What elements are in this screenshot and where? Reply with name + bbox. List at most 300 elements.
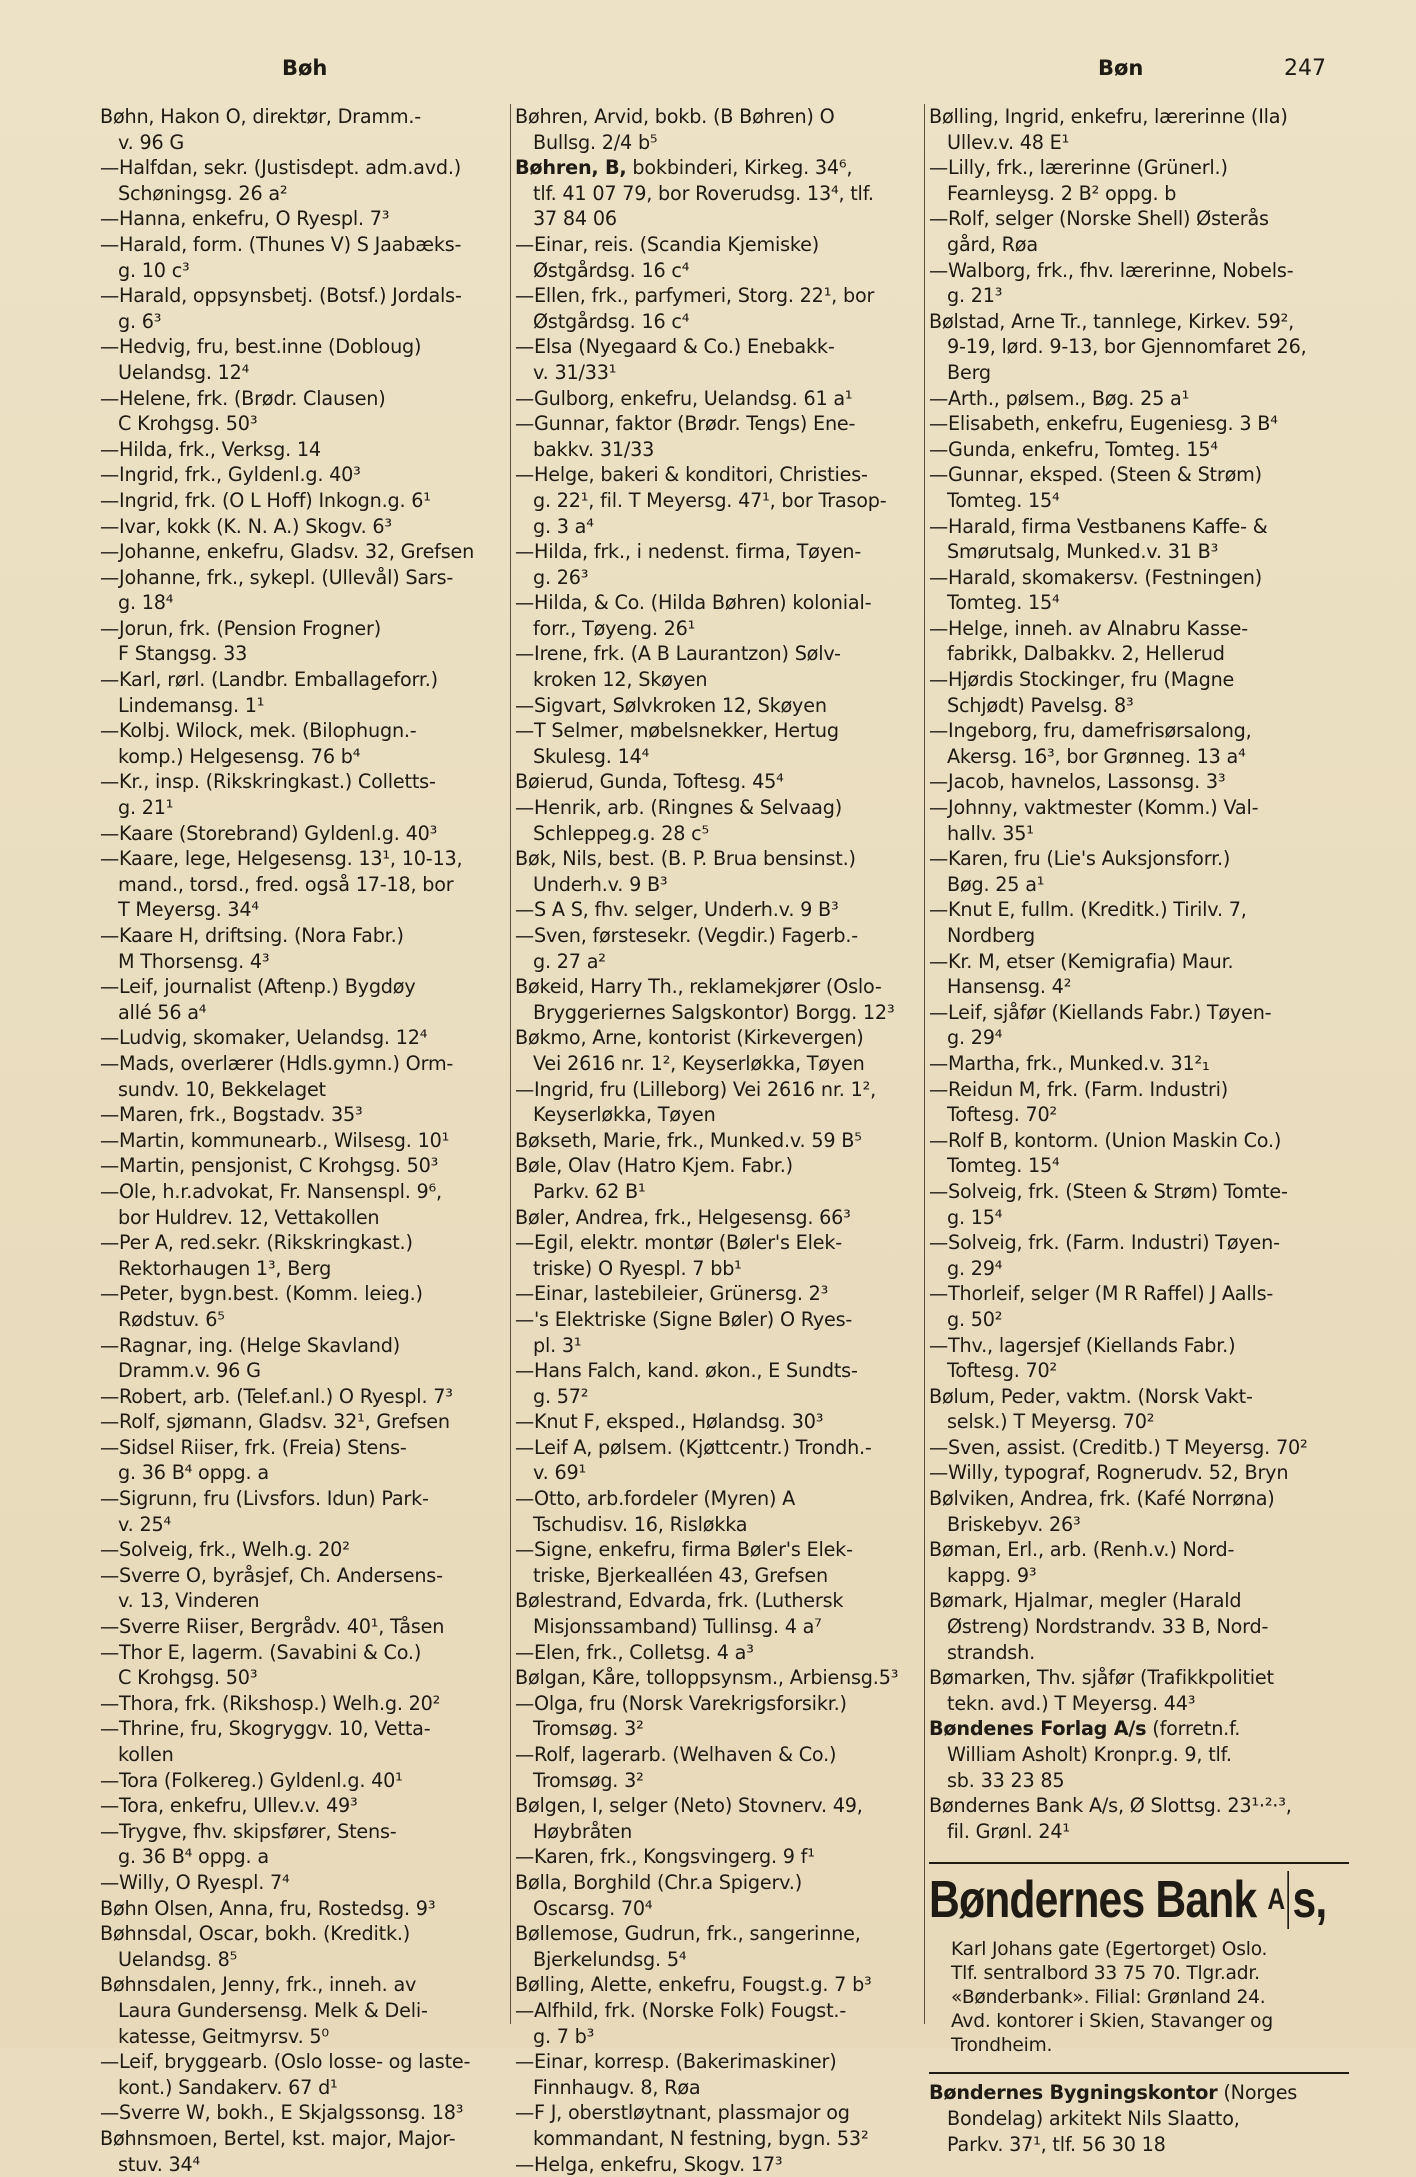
directory-entry: [929, 258, 1349, 309]
entry-continuation: Bjerkelundsg. 5⁴: [515, 1947, 925, 1973]
entry-line: —Sigrunn, fru (Livsfors. Idun) Park-: [100, 1486, 510, 1512]
entry-continuation: g. 36 B⁴ oppg. a: [100, 1844, 510, 1870]
ad-bottom-rule: [929, 2072, 1349, 2074]
column-2: [515, 104, 925, 2177]
bygningskontor-name: Bøndernes Bygningskontor: [929, 2081, 1217, 2104]
entry-line: Bøhnsmoen, Bertel, kst. major, Major-: [100, 2126, 510, 2152]
entry-line: —Ludvig, skomaker, Uelandsg. 12⁴: [100, 1025, 510, 1051]
bygningskontor-entry: [929, 2080, 1349, 2157]
entry-line: —Leif A, pølsem. (Kjøttcentr.) Trondh.-: [515, 1435, 925, 1461]
directory-entry: [100, 514, 510, 540]
entry-line: —Thrine, fru, Skogryggv. 10, Vetta-: [100, 1716, 510, 1742]
directory-entry: [929, 1435, 1349, 1461]
entry-continuation: g. 3 a⁴: [515, 514, 925, 540]
entry-line: Bølestrand, Edvarda, frk. (Luthersk: [515, 1588, 925, 1614]
directory-entry: [515, 386, 925, 412]
entry-continuation: T Meyersg. 34⁴: [100, 897, 510, 923]
bygningskontor-line: Parkv. 37¹, tlf. 56 30 18: [947, 2132, 1349, 2158]
page-number: 247: [1284, 56, 1326, 81]
entry-line: —Helge, bakeri & konditori, Christies-: [515, 462, 925, 488]
entry-line: —Tora (Folkereg.) Gyldenl.g. 40¹: [100, 1768, 510, 1794]
column-3: [929, 104, 1349, 2157]
entry-continuation: g. 6³: [100, 309, 510, 335]
directory-entry: [515, 411, 925, 462]
directory-entry: [100, 1025, 510, 1051]
entry-continuation: bakkv. 31/33: [515, 437, 925, 463]
ad-line: Trondheim.: [951, 2034, 1349, 2058]
directory-entry: [929, 949, 1349, 1000]
entry-line: —Hans Falch, kand. økon., E Sundts-: [515, 1358, 925, 1384]
entry-line: —Johnny, vaktmester (Komm.) Val-: [929, 795, 1349, 821]
entry-line: —Helene, frk. (Brødr. Clausen): [100, 386, 510, 412]
entry-continuation: strandsh.: [929, 1640, 1349, 1666]
entry-line: —Knut E, fullm. (Kreditk.) Tirilv. 7,: [929, 897, 1349, 923]
directory-entry: [929, 616, 1349, 667]
entry-continuation: selsk.) T Meyersg. 70²: [929, 1409, 1349, 1435]
running-head-center: Bøn: [1098, 56, 1143, 80]
entry-line: Bøkeid, Harry Th., reklamekjører (Oslo-: [515, 974, 925, 1000]
entry-continuation: g. 10 c³: [100, 258, 510, 284]
entry-continuation: Berg: [929, 360, 1349, 386]
directory-entry: [515, 718, 925, 769]
entry-continuation: Schøningsg. 26 a²: [100, 181, 510, 207]
directory-entry: [515, 1998, 925, 2049]
entry-line: Bøkmo, Arne, kontorist (Kirkevergen): [515, 1025, 925, 1051]
directory-entry: [929, 1460, 1349, 1486]
directory-entry: [929, 897, 1349, 948]
directory-entry: [100, 334, 510, 385]
directory-entry: [100, 1051, 510, 1102]
entry-line: —Kaare H, driftsing. (Nora Fabr.): [100, 923, 510, 949]
entry-continuation: mand., torsd., fred. også 17-18, bor: [100, 872, 510, 898]
entry-line: Bøierud, Gunda, Toftesg. 45⁴: [515, 769, 925, 795]
entry-line: Bøhnsdal, Oscar, bokh. (Kreditk.): [100, 1921, 510, 1947]
entry-line: —Halfdan, sekr. (Justisdept. adm.avd.): [100, 155, 510, 181]
entry-continuation: g. 18⁴: [100, 590, 510, 616]
entry-line: —Gunnar, eksped. (Steen & Strøm): [929, 462, 1349, 488]
entry-line: —Gunnar, faktor (Brødr. Tengs) Ene-: [515, 411, 925, 437]
ad-line: «Bønderbank». Filial: Grønland 24.: [951, 1986, 1349, 2010]
directory-entry: [929, 667, 1349, 718]
entry-line: Bølgen, I, selger (Neto) Stovnerv. 49,: [515, 1793, 925, 1819]
entry-continuation: sundv. 10, Bekkelaget: [100, 1077, 510, 1103]
entry-continuation: Keyserløkka, Tøyen: [515, 1102, 925, 1128]
entry-continuation: Tromsøg. 3²: [515, 1768, 925, 1794]
directory-entry: [515, 1153, 925, 1204]
entry-continuation: Bullsg. 2/4 b⁵: [515, 130, 925, 156]
entry-continuation: v. 69¹: [515, 1460, 925, 1486]
ad-title-sup: A: [1267, 1883, 1284, 1916]
entry-line: —Hjørdis Stockinger, fru (Magne: [929, 667, 1349, 693]
entry-continuation: Østreng) Nordstrandv. 33 B, Nord-: [929, 1614, 1349, 1640]
entry-line: —Hilda, & Co. (Hilda Bøhren) kolonial-: [515, 590, 925, 616]
entry-line: —Ingeborg, fru, damefrisørsalong,: [929, 718, 1349, 744]
entry-line: —Sven, førstesekr. (Vegdir.) Fagerb.-: [515, 923, 925, 949]
entry-continuation: g. 29⁴: [929, 1256, 1349, 1282]
entry-continuation: sb. 33 23 85: [929, 1768, 1349, 1794]
directory-entry: [100, 974, 510, 1025]
directory-entry: [515, 1844, 925, 1870]
directory-entry: [515, 641, 925, 692]
directory-entry: [515, 1281, 925, 1307]
directory-entry: [929, 795, 1349, 846]
running-head-left: Bøh: [282, 56, 327, 80]
entry-line: —Jorun, frk. (Pension Frogner): [100, 616, 510, 642]
entry-continuation: v. 13, Vinderen: [100, 1588, 510, 1614]
directory-entry: [929, 104, 1349, 155]
entry-line: —F J, oberstløytnant, plassmajor og: [515, 2100, 925, 2126]
entry-continuation: C Krohgsg. 50³: [100, 1665, 510, 1691]
directory-entry: [515, 1742, 925, 1793]
entry-continuation: v. 25⁴: [100, 1512, 510, 1538]
directory-entry: [929, 1333, 1349, 1384]
directory-entry: [100, 1640, 510, 1691]
directory-entry: [100, 667, 510, 718]
directory-entry: [100, 206, 510, 232]
entry-line: Bøndenes Forlag A/s (forretn.f.: [929, 1716, 1349, 1742]
entry-continuation: bor Huldrev. 12, Vettakollen: [100, 1205, 510, 1231]
entry-line: Bøler, Andrea, frk., Helgesensg. 66³: [515, 1205, 925, 1231]
directory-entry: [100, 437, 510, 463]
directory-entry: [515, 1358, 925, 1409]
entry-continuation: Parkv. 62 B¹: [515, 1179, 925, 1205]
entry-continuation: Toftesg. 70²: [929, 1358, 1349, 1384]
entry-continuation: 37 84 06: [515, 206, 925, 232]
directory-entry: [100, 539, 510, 565]
directory-entry: [100, 1281, 510, 1332]
entry-continuation: Østgårdsg. 16 c⁴: [515, 258, 925, 284]
entry-line: —Ingrid, frk. (O L Hoff) Inkogn.g. 6¹: [100, 488, 510, 514]
entry-continuation: v. 31/33¹: [515, 360, 925, 386]
directory-entry: [100, 1921, 510, 1972]
entry-line: —Leif, sjåfør (Kiellands Fabr.) Tøyen-: [929, 1000, 1349, 1026]
entry-line: —Rolf, lagerarb. (Welhaven & Co.): [515, 1742, 925, 1768]
entry-line: Bøman, Erl., arb. (Renh.v.) Nord-: [929, 1537, 1349, 1563]
entry-continuation: C Krohgsg. 50³: [100, 411, 510, 437]
entry-continuation: Høybråten: [515, 1819, 925, 1845]
directory-entry: [929, 846, 1349, 897]
entry-line: —Hilda, frk., i nedenst. firma, Tøyen-: [515, 539, 925, 565]
bank-advertisement: [929, 1864, 1349, 2157]
entry-line: —Walborg, frk., fhv. lærerinne, Nobels-: [929, 258, 1349, 284]
entry-line: —Otto, arb.fordeler (Myren) A: [515, 1486, 925, 1512]
entry-line: —Elsa (Nyegaard & Co.) Enebakk-: [515, 334, 925, 360]
entry-continuation: Hansensg. 4²: [929, 974, 1349, 1000]
entry-continuation: Finnhaugv. 8, Røa: [515, 2075, 925, 2101]
directory-entry: [929, 1384, 1349, 1435]
directory-entry: [515, 846, 925, 897]
entry-continuation: v. 96 G: [100, 130, 510, 156]
entry-line: —Harald, form. (Thunes V) S Jaabæks-: [100, 232, 510, 258]
entry-line: —Thv., lagersjef (Kiellands Fabr.): [929, 1333, 1349, 1359]
directory-entry: [100, 2126, 510, 2177]
entry-continuation: Underh.v. 9 B³: [515, 872, 925, 898]
entry-line: —Einar, lastebileier, Grünersg. 2³: [515, 1281, 925, 1307]
entry-line: —Helge, inneh. av Alnabru Kasse-: [929, 616, 1349, 642]
entry-continuation: g. 22¹, fil. T Meyersg. 47¹, bor Trasop-: [515, 488, 925, 514]
entry-line: —Peter, bygn.best. (Komm. leieg.): [100, 1281, 510, 1307]
directory-entry: [929, 1077, 1349, 1128]
directory-entry: [100, 1793, 510, 1819]
entry-line: Bølgan, Kåre, tolloppsynsm., Arbiensg.5³: [515, 1665, 925, 1691]
directory-entry: [929, 1537, 1349, 1588]
entry-line: —Tora, enkefru, Ullev.v. 49³: [100, 1793, 510, 1819]
entry-line: —Jacob, havnelos, Lassonsg. 3³: [929, 769, 1349, 795]
entry-continuation: Briskebyv. 26³: [929, 1512, 1349, 1538]
directory-entry: [515, 1486, 925, 1537]
column-1: [100, 104, 510, 2177]
entry-continuation: Schleppeg.g. 28 c⁵: [515, 821, 925, 847]
directory-entry: [100, 2049, 510, 2100]
directory-entry: [100, 718, 510, 769]
directory-entry: [100, 1614, 510, 1640]
entry-continuation: g. 29⁴: [929, 1025, 1349, 1051]
directory-entry: [515, 1025, 925, 1076]
directory-entry: [100, 769, 510, 820]
directory-entry: [100, 923, 510, 974]
entry-line: Bølla, Borghild (Chr.a Spigerv.): [515, 1870, 925, 1896]
directory-entry: [515, 897, 925, 923]
directory-entry: [515, 1435, 925, 1486]
entry-line: Bøhren, B, bokbinderi, Kirkeg. 34⁶,: [515, 155, 925, 181]
entry-line: —'s Elektriske (Signe Bøler) O Ryes-: [515, 1307, 925, 1333]
entry-line: Bølstad, Arne Tr., tannlege, Kirkev. 59²,: [929, 309, 1349, 335]
directory-entry: [515, 462, 925, 539]
entry-continuation: Misjonssamband) Tullinsg. 4 a⁷: [515, 1614, 925, 1640]
directory-entry: [515, 974, 925, 1025]
directory-entry: [929, 1486, 1349, 1537]
entry-continuation: Tromsøg. 3²: [515, 1716, 925, 1742]
directory-entry: [100, 1179, 510, 1230]
directory-entry: [929, 437, 1349, 463]
ad-body: [929, 1938, 1349, 2058]
entry-continuation: allé 56 a⁴: [100, 1000, 510, 1026]
entry-line: Bøhnsdalen, Jenny, frk., inneh. av: [100, 1972, 510, 1998]
entry-line: Bøk, Nils, best. (B. P. Brua bensinst.): [515, 846, 925, 872]
entry-continuation: stuv. 34⁴: [100, 2152, 510, 2177]
entry-continuation: hallv. 35¹: [929, 821, 1349, 847]
entry-line: —Willy, typograf, Rognerudv. 52, Bryn: [929, 1460, 1349, 1486]
directory-entry: [100, 1230, 510, 1281]
directory-entry: [929, 1051, 1349, 1077]
entry-continuation: Schjødt) Pavelsg. 8³: [929, 693, 1349, 719]
entry-continuation: Uelandsg. 8⁵: [100, 1947, 510, 1973]
entry-continuation: M Thorsensg. 4³: [100, 949, 510, 975]
entry-line: —Ragnar, ing. (Helge Skavland): [100, 1333, 510, 1359]
entry-line: —Solveig, frk. (Farm. Industri) Tøyen-: [929, 1230, 1349, 1256]
entry-continuation: g. 21¹: [100, 795, 510, 821]
entry-line: —Ole, h.r.advokat, Fr. Nansenspl. 9⁶,: [100, 1179, 510, 1205]
directory-entry: [100, 1153, 510, 1179]
entry-line: Bøhren, Arvid, bokb. (B Bøhren) O: [515, 104, 925, 130]
entry-line: —Johanne, enkefru, Gladsv. 32, Grefsen: [100, 539, 510, 565]
entry-line: —Signe, enkefru, firma Bøler's Elek-: [515, 1537, 925, 1563]
entry-line: —Hedvig, fru, best.inne (Dobloug): [100, 334, 510, 360]
entry-line: —Harald, skomakersv. (Festningen): [929, 565, 1349, 591]
directory-entry: [515, 1409, 925, 1435]
directory-entry: [100, 1819, 510, 1870]
directory-entry: [929, 411, 1349, 437]
directory-entry: [515, 1205, 925, 1231]
entry-line: —Kr., insp. (Rikskringkast.) Colletts-: [100, 769, 510, 795]
directory-entry: [929, 309, 1349, 386]
directory-entry: [929, 155, 1349, 206]
entry-line: —Martin, kommunearb., Wilsesg. 10¹: [100, 1128, 510, 1154]
directory-entry: [929, 206, 1349, 257]
directory-entry: [100, 1128, 510, 1154]
entry-continuation: kont.) Sandakerv. 67 d¹: [100, 2075, 510, 2101]
entry-line: —Maren, frk., Bogstadv. 35³: [100, 1102, 510, 1128]
bygningskontor-line: Bondelag) arkitekt Nils Slaatto,: [947, 2106, 1349, 2132]
entry-line: —Leif, bryggearb. (Oslo losse- og laste-: [100, 2049, 510, 2075]
directory-entry: [515, 2049, 925, 2100]
entry-continuation: Uelandsg. 12⁴: [100, 360, 510, 386]
directory-entry: [100, 1333, 510, 1384]
entry-continuation: Toftesg. 70²: [929, 1102, 1349, 1128]
directory-entry: [100, 155, 510, 206]
directory-entry: [100, 2100, 510, 2126]
bygningskontor-line: (Norges: [1223, 2081, 1297, 2104]
firm-name: Bøhren, B,: [515, 156, 627, 179]
directory-entry: [100, 104, 510, 155]
entry-line: —Kaare, lege, Helgesensg. 13¹, 10-13,: [100, 846, 510, 872]
directory-entry: [929, 386, 1349, 412]
entry-line: —Ellen, frk., parfymeri, Storg. 22¹, bor: [515, 283, 925, 309]
directory-entry: [929, 462, 1349, 513]
entry-line: —Martha, frk., Munked.v. 31²₁: [929, 1051, 1349, 1077]
directory-entry: [100, 1409, 510, 1435]
directory-entry: [100, 1563, 510, 1614]
entry-line: —Rolf B, kontorm. (Union Maskin Co.): [929, 1128, 1349, 1154]
entry-continuation: William Asholt) Kronpr.g. 9, tlf.: [929, 1742, 1349, 1768]
entry-line: —T Selmer, møbelsnekker, Hertug: [515, 718, 925, 744]
directory-entry: [100, 283, 510, 334]
directory-entry: [515, 1870, 925, 1921]
entry-line: —Leif, journalist (Aftenp.) Bygdøy: [100, 974, 510, 1000]
directory-entry: [515, 155, 925, 232]
directory-entry: [100, 488, 510, 514]
entry-line: —Sverre O, byråsjef, Ch. Andersens-: [100, 1563, 510, 1589]
entry-continuation: g. 27 a²: [515, 949, 925, 975]
entry-line: —Sven, assist. (Creditb.) T Meyersg. 70²: [929, 1435, 1349, 1461]
entry-line: —Sigvart, Sølvkroken 12, Skøyen: [515, 693, 925, 719]
directory-entry: [515, 769, 925, 795]
directory-entry: [100, 1896, 510, 1922]
directory-entry: [515, 2152, 925, 2177]
entry-continuation: tekn. avd.) T Meyersg. 44³: [929, 1691, 1349, 1717]
entry-line: Bølling, Ingrid, enkefru, lærerinne (Ila): [929, 104, 1349, 130]
entry-line: —Robert, arb. (Telef.anl.) O Ryespl. 7³: [100, 1384, 510, 1410]
ad-title-tail: s,: [1293, 1871, 1327, 1929]
directory-entry: [515, 232, 925, 283]
entry-line: —Rolf, sjømann, Gladsv. 32¹, Grefsen: [100, 1409, 510, 1435]
firm-name: Bøndenes Forlag A/s: [929, 1717, 1146, 1740]
entry-line: —Sverre Riiser, Bergrådv. 40¹, Tåsen: [100, 1614, 510, 1640]
entry-line: —Thor E, lagerm. (Savabini & Co.): [100, 1640, 510, 1666]
entry-continuation: Vei 2616 nr. 1², Keyserløkka, Tøyen: [515, 1051, 925, 1077]
directory-entry: [515, 1921, 925, 1972]
directory-entry: [515, 1128, 925, 1154]
entry-line: —Lilly, frk., lærerinne (Grünerl.): [929, 155, 1349, 181]
directory-entry: [515, 104, 925, 155]
entry-line: —Olga, fru (Norsk Varekrigsforsikr.): [515, 1691, 925, 1717]
directory-entry: [100, 1102, 510, 1128]
entry-continuation: Lindemansg. 1¹: [100, 693, 510, 719]
entry-continuation: Oscarsg. 70⁴: [515, 1896, 925, 1922]
directory-entry: [929, 1128, 1349, 1179]
directory-entry: [929, 718, 1349, 769]
entry-line: Bøhn Olsen, Anna, fru, Rostedsg. 9³: [100, 1896, 510, 1922]
directory-entry: [100, 1537, 510, 1563]
directory-entry: [929, 1281, 1349, 1332]
ad-line: Avd. kontorer i Skien, Stavanger og: [951, 2010, 1349, 2034]
entry-continuation: Akersg. 16³, bor Grønneg. 13 a⁴: [929, 744, 1349, 770]
entry-continuation: Smørutsalg, Munked.v. 31 B³: [929, 539, 1349, 565]
entry-line: —Einar, korresp. (Bakerimaskiner): [515, 2049, 925, 2075]
entry-line: Bømarken, Thv. sjåfør (Trafikkpolitiet: [929, 1665, 1349, 1691]
entry-continuation: Tschudisv. 16, Risløkka: [515, 1512, 925, 1538]
entry-line: —Harald, firma Vestbanens Kaffe- &: [929, 514, 1349, 540]
entry-line: —Martin, pensjonist, C Krohgsg. 50³: [100, 1153, 510, 1179]
entry-line: —Ingrid, fru (Lilleborg) Vei 2616 nr. 1²,: [515, 1077, 925, 1103]
entry-line: —Alfhild, frk. (Norske Folk) Fougst.-: [515, 1998, 925, 2024]
entry-continuation: forr., Tøyeng. 26¹: [515, 616, 925, 642]
entry-continuation: Rødstuv. 6⁵: [100, 1307, 510, 1333]
entry-continuation: g. 26³: [515, 565, 925, 591]
entry-line: Bøkseth, Marie, frk., Munked.v. 59 B⁵: [515, 1128, 925, 1154]
entry-line: Bølviken, Andrea, frk. (Kafé Norrøna): [929, 1486, 1349, 1512]
entry-continuation: F Stangsg. 33: [100, 641, 510, 667]
entry-continuation: Ullev.v. 48 E¹: [929, 130, 1349, 156]
entry-line: —Trygve, fhv. skipsfører, Stens-: [100, 1819, 510, 1845]
entry-line: —Harald, oppsynsbetj. (Botsf.) Jordals-: [100, 283, 510, 309]
entry-line: —Kr. M, etser (Kemigrafia) Maur.: [929, 949, 1349, 975]
entry-line: —Sverre W, bokh., E Skjalgssonsg. 18³: [100, 2100, 510, 2126]
entry-line: —Gunda, enkefru, Tomteg. 15⁴: [929, 437, 1349, 463]
entry-continuation: Østgårdsg. 16 c⁴: [515, 309, 925, 335]
ad-title-text: Bøndernes Bank: [929, 1871, 1256, 1929]
directory-entry: [515, 1691, 925, 1742]
entry-line: —Thora, frk. (Rikshosp.) Welh.g. 20²: [100, 1691, 510, 1717]
entry-continuation: 9-19, lørd. 9-13, bor Gjennomfaret 26,: [929, 334, 1349, 360]
entry-continuation: triske) O Ryespl. 7 bb¹: [515, 1256, 925, 1282]
directory-entry: [929, 1179, 1349, 1230]
entry-line: —Johanne, frk., sykepl. (Ullevål) Sars-: [100, 565, 510, 591]
entry-continuation: triske, Bjerkealléen 43, Grefsen: [515, 1563, 925, 1589]
directory-entry: [929, 514, 1349, 565]
entry-line: —Thorleif, selger (M R Raffel) J Aalls-: [929, 1281, 1349, 1307]
directory-entry: [100, 1972, 510, 2049]
column-3-entries: [929, 104, 1349, 1844]
entry-line: —Willy, O Ryespl. 7⁴: [100, 1870, 510, 1896]
directory-entry: [100, 1691, 510, 1717]
entry-line: —Ivar, kokk (K. N. A.) Skogv. 6³: [100, 514, 510, 540]
entry-line: —Ingrid, frk., Gyldenl.g. 40³: [100, 462, 510, 488]
ad-line: Karl Johans gate (Egertorget) Oslo.: [951, 1938, 1349, 1962]
entry-line: —Elisabeth, enkefru, Eugeniesg. 3 B⁴: [929, 411, 1349, 437]
entry-line: Bøllemose, Gudrun, frk., sangerinne,: [515, 1921, 925, 1947]
directory-entry: [515, 283, 925, 334]
entry-line: —Solveig, frk., Welh.g. 20²: [100, 1537, 510, 1563]
directory-entry: [100, 1870, 510, 1896]
directory-entry: [515, 2100, 925, 2151]
entry-continuation: Tomteg. 15⁴: [929, 590, 1349, 616]
entry-line: —Sidsel Riiser, frk. (Freia) Stens-: [100, 1435, 510, 1461]
directory-entry: [515, 1588, 925, 1639]
directory-entry: [100, 232, 510, 283]
directory-entry: [515, 1640, 925, 1666]
entry-line: —Hanna, enkefru, O Ryespl. 7³: [100, 206, 510, 232]
